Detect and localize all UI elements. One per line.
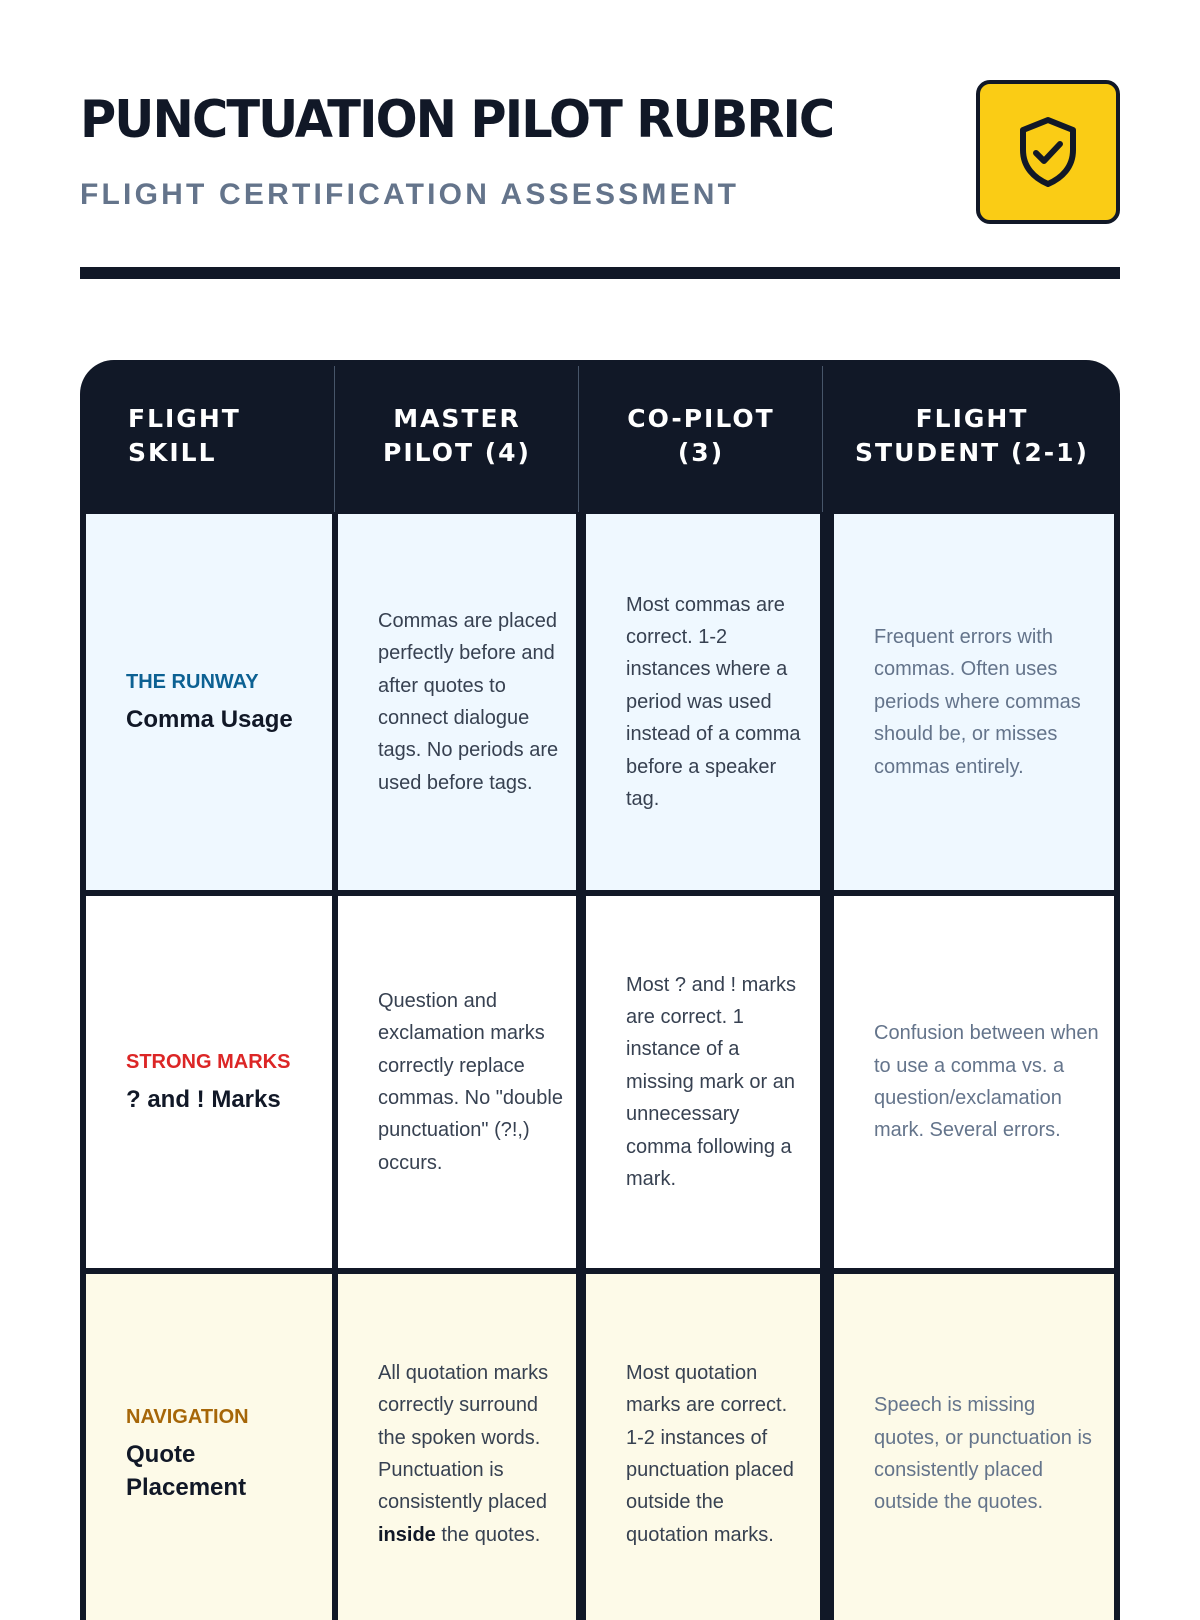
header-divider xyxy=(80,267,1120,279)
table-header-row xyxy=(80,360,1120,512)
skill-name: Comma Usage xyxy=(126,705,293,733)
skill-category-tag: STRONG MARKS xyxy=(126,1050,291,1073)
skill-cell-marks xyxy=(86,896,332,1268)
certification-badge xyxy=(976,80,1120,224)
page-title: PUNCTUATION PILOT RUBRIC xyxy=(80,90,834,150)
flight-student-criteria: Confusion between when to use a comma vs. a question/exclamation mark. Several errors. xyxy=(834,896,1114,1268)
column-header-flight-student: FLIGHT STUDENT (2-1) xyxy=(855,404,1089,467)
page-subtitle: FLIGHT CERTIFICATION ASSESSMENT xyxy=(80,178,740,211)
flight-student-criteria: Speech is missing quotes, or punctuation is consistently placed outside the quotes. xyxy=(834,1274,1114,1620)
co-pilot-criteria: Most commas are correct. 1-2 instances where a period was used instead of a comma before a speaker tag. xyxy=(586,514,820,890)
column-header-co-pilot: CO-PILOT (3) xyxy=(627,404,775,467)
header-divider-line xyxy=(578,366,579,512)
master-pilot-criteria: Commas are placed perfectly before and after quotes to connect dialogue tags. No periods are used before tags. xyxy=(338,514,576,890)
emphasis-text: inside xyxy=(378,1523,436,1546)
skill-cell-comma-usage xyxy=(86,514,332,890)
skill-category-tag: NAVIGATION xyxy=(126,1406,249,1428)
master-pilot-criteria: All quotation marks correctly surround the spoken words. Punctuation is consistently placed inside the quotes. xyxy=(338,1274,576,1620)
column-header-flight-skill: FLIGHT SKILL xyxy=(128,404,241,467)
header-divider-line xyxy=(822,366,823,512)
master-pilot-criteria: Question and exclamation marks correctly replace commas. No "double punctuation" (?!,) occurs. xyxy=(338,896,576,1268)
skill-name: Quote Placement xyxy=(126,1441,247,1501)
skill-name: ? and ! Marks xyxy=(126,1085,281,1113)
shield-check-icon xyxy=(1017,116,1079,188)
column-header-master-pilot: MASTER PILOT (4) xyxy=(383,404,531,467)
co-pilot-criteria: Most ? and ! marks are correct. 1 instance of a missing mark or an unnecessary comma following a mark. xyxy=(586,896,820,1268)
page-header xyxy=(80,80,1120,280)
flight-student-criteria: Frequent errors with commas. Often uses periods where commas should be, or misses commas entirely. xyxy=(834,514,1114,890)
rubric-table xyxy=(80,360,1120,1620)
co-pilot-criteria: Most quotation marks are correct. 1-2 instances of punctuation placed outside the quotation marks. xyxy=(586,1274,820,1620)
skill-cell-quote-placement xyxy=(86,1274,332,1620)
header-divider-line xyxy=(334,366,335,512)
skill-category-tag: THE RUNWAY xyxy=(126,670,259,693)
